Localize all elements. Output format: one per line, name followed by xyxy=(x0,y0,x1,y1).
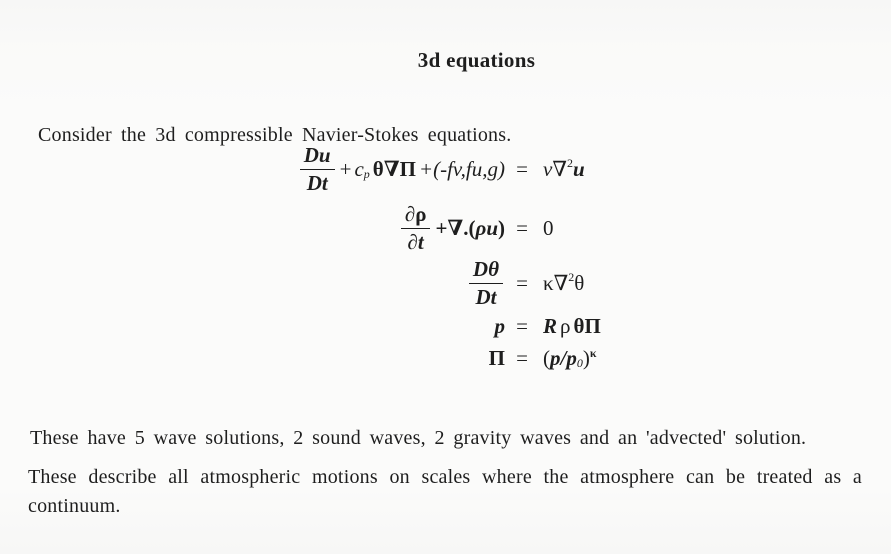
continuum-line-2: continuum. xyxy=(28,495,121,517)
equals-sign: = xyxy=(516,270,528,295)
page-title: 3d equations xyxy=(417,48,536,72)
equation-continuity xyxy=(0,202,891,254)
equation-momentum xyxy=(0,143,891,195)
equation-continuity-rhs: 0 xyxy=(543,215,554,240)
wave-solutions-paragraph: These have 5 wave solutions, 2 sound waves, 2 gravity waves and an 'advected' solution. xyxy=(30,427,807,449)
equation-state xyxy=(0,313,891,339)
equation-thermo-rhs: κ∇ $^2$ θ xyxy=(543,270,585,295)
equals-sign: = xyxy=(516,215,528,240)
equation-exner xyxy=(0,344,891,372)
equals-sign: = xyxy=(516,156,528,181)
equation-thermo-lhs xyxy=(0,257,505,308)
equation-state-rhs: R ρ θΠ xyxy=(543,313,601,338)
equation-continuity-lhs: $\frac{\partial\rho}{\partial t}$ +∇.( ρu ) xyxy=(0,202,505,253)
fraction-Du-Dt: $\frac{Du}{Dt}$ xyxy=(300,143,335,194)
equation-exner-lhs: Π xyxy=(488,345,505,370)
equation-momentum-rhs: ν∇ $^2$ u xyxy=(543,156,585,181)
equation-exner-rhs: ( p/p $_0$ ) $^\kappa$ xyxy=(543,345,597,370)
equation-momentum-lhs: $\frac{Du}{Dt}$ + c $_p$ θ∇Π +(-fv,fu,g) xyxy=(0,143,505,194)
fraction-drho-dt: $\frac{\partial\rho}{\partial t}$ xyxy=(401,202,431,253)
intro-paragraph: Consider the 3d compressible Navier-Stokes equations. xyxy=(38,124,512,146)
continuum-paragraph xyxy=(28,463,862,521)
equation-state-lhs: p xyxy=(494,313,505,338)
equation-thermo xyxy=(0,257,891,309)
equals-sign: = xyxy=(516,345,528,370)
fraction-Dtheta-Dt: $\frac{D\theta}{Dt}$ xyxy=(469,257,503,308)
continuum-line-1: These describe all atmospheric motions on scales where the atmosphere can be treated as a xyxy=(28,466,862,488)
equals-sign: = xyxy=(516,313,528,338)
